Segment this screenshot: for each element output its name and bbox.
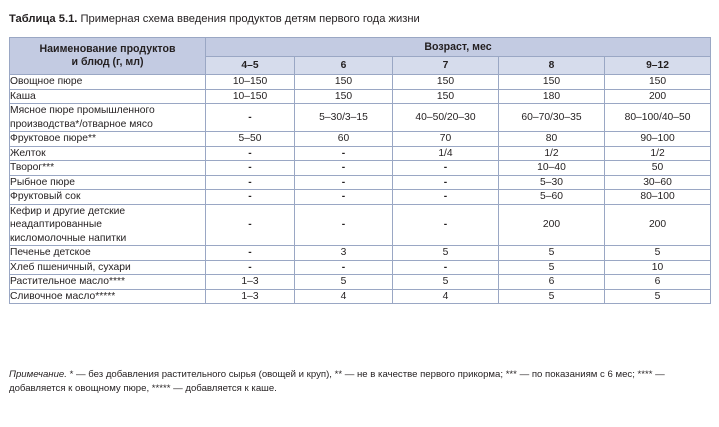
table-container <box>9 37 710 304</box>
value-cell: 1–3 <box>206 289 295 304</box>
value-cell: - <box>206 175 295 190</box>
value-cell: 10 <box>605 260 711 275</box>
product-name-cell: Растительное масло**** <box>10 275 206 290</box>
value-cell: 80–100/40–50 <box>605 104 711 132</box>
value-cell: 150 <box>605 75 711 90</box>
value-cell: 5–30 <box>499 175 605 190</box>
product-name-cell: Творог*** <box>10 161 206 176</box>
table-row <box>10 104 711 132</box>
value-cell: 150 <box>499 75 605 90</box>
value-cell: 5 <box>499 246 605 261</box>
value-cell: 5 <box>605 289 711 304</box>
table-row <box>10 75 711 90</box>
note-text: * — без добавления растительного сырья (овощей и круп), ** — не в качестве первого прикорма; *** — по показаниям с 6 мес; **** — добавляется к овощному пюре, ***** — добавляется к каше. <box>9 369 665 394</box>
header-product-name <box>10 38 206 75</box>
value-cell: 60 <box>295 132 393 147</box>
value-cell: 10–150 <box>206 75 295 90</box>
table-row <box>10 132 711 147</box>
product-name-cell: Фруктовое пюре** <box>10 132 206 147</box>
value-cell: 200 <box>499 204 605 246</box>
value-cell: - <box>295 190 393 205</box>
value-cell: - <box>206 246 295 261</box>
value-cell: 5–50 <box>206 132 295 147</box>
table-caption <box>9 12 420 26</box>
value-cell: 150 <box>393 89 499 104</box>
value-cell: 90–100 <box>605 132 711 147</box>
value-cell: - <box>206 146 295 161</box>
value-cell: 50 <box>605 161 711 176</box>
value-cell: 5 <box>393 275 499 290</box>
value-cell: - <box>206 161 295 176</box>
product-name-line3: кисломолочные напитки <box>10 232 127 244</box>
header-age-8: 8 <box>499 57 605 75</box>
header-product-name-line2: и блюд (г, мл) <box>71 56 144 68</box>
value-cell: 3 <box>295 246 393 261</box>
caption-text: Примерная схема введения продуктов детям первого года жизни <box>80 13 420 25</box>
product-name-cell <box>10 104 206 132</box>
table-row <box>10 146 711 161</box>
header-age-group: Возраст, мес <box>206 38 711 57</box>
product-name-cell <box>10 204 206 246</box>
value-cell: - <box>393 204 499 246</box>
header-age-9-12: 9–12 <box>605 57 711 75</box>
feeding-schedule-table <box>9 37 711 304</box>
value-cell: 5–30/3–15 <box>295 104 393 132</box>
table-row <box>10 175 711 190</box>
header-age-6: 6 <box>295 57 393 75</box>
value-cell: 1/2 <box>605 146 711 161</box>
value-cell: 5 <box>499 260 605 275</box>
header-age-4-5: 4–5 <box>206 57 295 75</box>
value-cell: 40–50/20–30 <box>393 104 499 132</box>
product-name-line2: неадаптированные <box>10 219 102 230</box>
value-cell: 5–60 <box>499 190 605 205</box>
value-cell: 150 <box>393 75 499 90</box>
table-head <box>10 38 711 75</box>
product-name-line1: Кефир и другие детские <box>10 205 126 217</box>
value-cell: - <box>206 104 295 132</box>
note-label: Примечание. <box>9 369 67 380</box>
value-cell: - <box>206 204 295 246</box>
value-cell: 60–70/30–35 <box>499 104 605 132</box>
table-row <box>10 246 711 261</box>
table-row <box>10 161 711 176</box>
value-cell: 10–150 <box>206 89 295 104</box>
product-name-cell: Желток <box>10 146 206 161</box>
header-age-7: 7 <box>393 57 499 75</box>
header-product-name-line1: Наименование продуктов <box>39 43 176 55</box>
value-cell: - <box>393 161 499 176</box>
value-cell: 5 <box>499 289 605 304</box>
value-cell: 80 <box>499 132 605 147</box>
product-name-cell: Рыбное пюре <box>10 175 206 190</box>
product-name-cell: Овощное пюре <box>10 75 206 90</box>
table-row <box>10 260 711 275</box>
value-cell: 30–60 <box>605 175 711 190</box>
value-cell: - <box>295 260 393 275</box>
product-name-line1: Мясное пюре промышленного <box>10 105 155 116</box>
value-cell: 10–40 <box>499 161 605 176</box>
value-cell: 4 <box>393 289 499 304</box>
value-cell: 180 <box>499 89 605 104</box>
value-cell: 6 <box>499 275 605 290</box>
value-cell: 5 <box>393 246 499 261</box>
value-cell: 1/4 <box>393 146 499 161</box>
value-cell: - <box>295 161 393 176</box>
value-cell: 5 <box>605 246 711 261</box>
value-cell: - <box>393 175 499 190</box>
table-note <box>9 368 712 395</box>
value-cell: 200 <box>605 204 711 246</box>
value-cell: 6 <box>605 275 711 290</box>
value-cell: 1/2 <box>499 146 605 161</box>
product-name-cell: Сливочное масло***** <box>10 289 206 304</box>
table-row <box>10 289 711 304</box>
table-row <box>10 89 711 104</box>
table-row <box>10 190 711 205</box>
value-cell: 4 <box>295 289 393 304</box>
value-cell: - <box>295 175 393 190</box>
caption-label: Таблица 5.1. <box>9 13 78 25</box>
product-name-cell: Каша <box>10 89 206 104</box>
value-cell: - <box>206 190 295 205</box>
product-name-cell: Хлеб пшеничный, сухари <box>10 260 206 275</box>
value-cell: - <box>295 146 393 161</box>
value-cell: 5 <box>295 275 393 290</box>
product-name-line2: производства*/отварное мясо <box>10 118 153 130</box>
value-cell: - <box>295 204 393 246</box>
value-cell: - <box>206 260 295 275</box>
value-cell: - <box>393 190 499 205</box>
table-row <box>10 275 711 290</box>
value-cell: 80–100 <box>605 190 711 205</box>
value-cell: 150 <box>295 75 393 90</box>
header-row-group <box>10 38 711 57</box>
product-name-cell: Фруктовый сок <box>10 190 206 205</box>
value-cell: - <box>393 260 499 275</box>
table-row <box>10 204 711 246</box>
value-cell: 70 <box>393 132 499 147</box>
product-name-cell: Печенье детское <box>10 246 206 261</box>
table-body <box>10 75 711 304</box>
value-cell: 1–3 <box>206 275 295 290</box>
value-cell: 200 <box>605 89 711 104</box>
value-cell: 150 <box>295 89 393 104</box>
